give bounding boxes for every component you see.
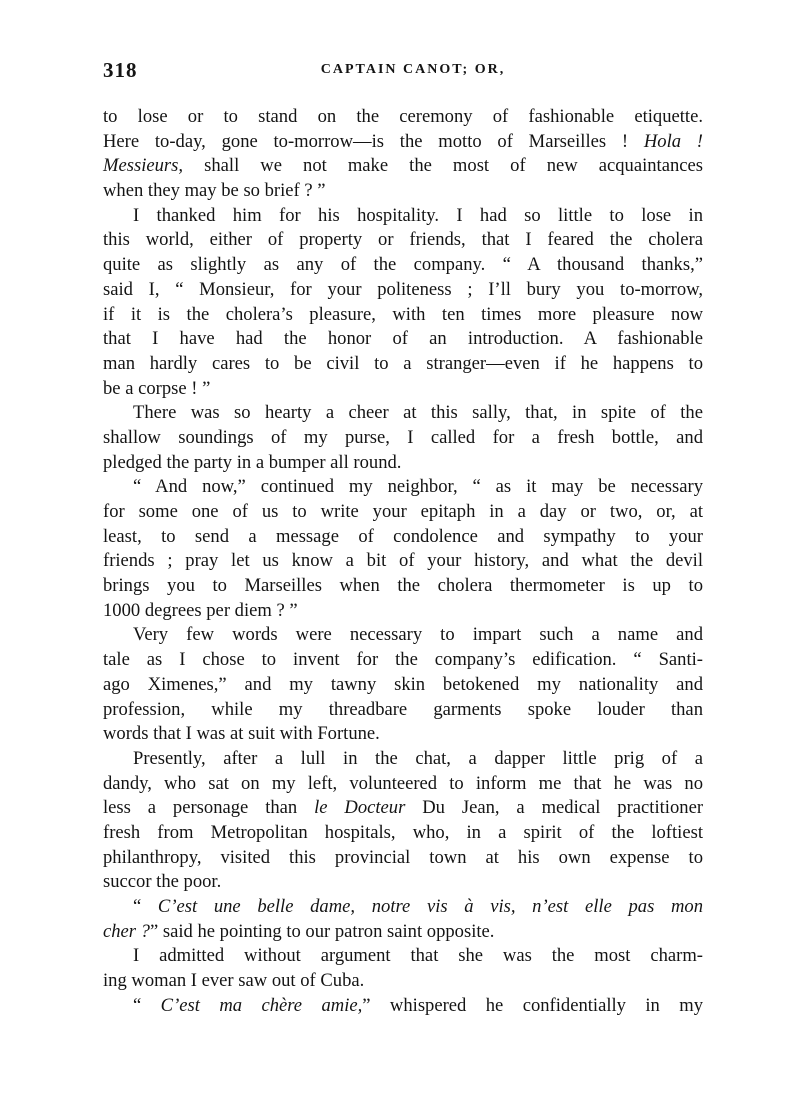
text-run: ing woman I ever saw out of Cuba. xyxy=(103,970,365,992)
text-run: ago Ximenes,” and my tawny skin betokened my nationality and xyxy=(103,673,703,695)
text-line xyxy=(103,648,703,673)
text-line xyxy=(103,451,703,476)
page-number: 318 xyxy=(103,58,138,82)
text-run: that I have had the honor of an introduction. A fashionable xyxy=(103,328,703,350)
text-run: least, to send a message of condolence and sympathy to your xyxy=(103,525,703,547)
italic-run: C’est une belle dame, notre vis à vis, n’est elle pas mon xyxy=(157,896,703,917)
text-run: fresh from Metropolitan hospitals, who, in a spirit of the loftiest xyxy=(103,821,703,843)
text-run: profession, while my threadbare garments spoke louder than xyxy=(103,698,703,720)
text-line xyxy=(103,870,703,895)
text-run: quite as slightly as any of the company. “ A thousand thanks,” xyxy=(103,254,703,276)
italic-run: C’est ma chère amie, xyxy=(160,994,363,1016)
text-line xyxy=(103,599,703,624)
text-run: I thanked him for his hospitality. I had so little to lose in xyxy=(133,204,703,226)
text-line xyxy=(103,278,703,303)
text-run: shall we not make the most of new acquaintances xyxy=(183,155,703,177)
text-line xyxy=(103,327,703,352)
text-line xyxy=(103,130,703,155)
text-line xyxy=(103,228,703,253)
text-line xyxy=(103,500,703,525)
italic-run: cher ? xyxy=(103,920,150,942)
text-run: brings you to Marseilles when the cholera thermometer is up to xyxy=(103,575,703,597)
text-line xyxy=(103,796,703,821)
text-run: be a corpse ! ” xyxy=(103,377,211,399)
text-line xyxy=(103,253,703,278)
italic-run: Hola ! xyxy=(643,130,703,152)
text-run: 1000 degrees per diem ? ” xyxy=(103,599,298,621)
text-line xyxy=(103,303,703,328)
text-line xyxy=(103,426,703,451)
text-run: philanthropy, visited this provincial town at his own expense to xyxy=(103,846,703,868)
text-run: “ And now,” continued my neighbor, “ as it may be necessary xyxy=(133,476,703,498)
running-head: CAPTAIN CANOT; OR, xyxy=(320,62,506,77)
text-line xyxy=(103,401,703,426)
text-line xyxy=(103,846,703,871)
text-run: when they may be so brief ? ” xyxy=(103,180,326,202)
text-run: to lose or to stand on the ceremony of fashionable etiquette. xyxy=(103,106,703,127)
text-run: for some one of us to write your epitaph in a day or two, or, at xyxy=(103,501,703,522)
text-line xyxy=(103,623,703,648)
text-line xyxy=(103,204,703,229)
text-run: There was so hearty a cheer at this sally, that, in spite of the xyxy=(133,402,703,424)
text-line xyxy=(103,574,703,599)
text-run: Presently, after a lull in the chat, a dapper little prig of a xyxy=(133,747,703,769)
text-line xyxy=(103,920,703,945)
text-line xyxy=(103,179,703,204)
text-run: Here to-day, gone to-morrow—is the motto of Marseilles ! xyxy=(103,130,644,152)
text-line xyxy=(103,154,703,179)
italic-run: Messieurs, xyxy=(103,155,184,177)
text-run: ” said he pointing to our patron saint opposite. xyxy=(149,920,495,942)
text-line xyxy=(103,895,703,920)
text-line xyxy=(103,944,703,969)
text-run: pledged the party in a bumper all round. xyxy=(103,451,402,473)
text-run: said I, “ Monsieur, for your politeness ; I’ll bury you to-morrow, xyxy=(103,278,703,300)
text-line xyxy=(103,549,703,574)
text-run: this world, either of property or friends, that I feared the cholera xyxy=(103,229,703,251)
text-run: less a personage than xyxy=(103,797,315,819)
text-line xyxy=(103,821,703,846)
body-text xyxy=(103,105,703,1018)
text-line xyxy=(103,722,703,747)
page-header xyxy=(103,58,703,88)
text-run: “ xyxy=(133,994,161,1016)
text-run: shallow soundings of my purse, I called for a fresh bottle, and xyxy=(103,426,703,448)
text-line xyxy=(103,352,703,377)
text-line xyxy=(103,969,703,994)
text-run: if it is the cholera’s pleasure, with ten times more pleasure now xyxy=(103,303,703,325)
italic-run: le Docteur xyxy=(314,797,406,819)
text-run: ” whispered he confidentially in my xyxy=(362,994,704,1016)
text-run: Very few words were necessary to impart such a name and xyxy=(133,624,703,646)
text-line xyxy=(103,525,703,550)
text-run: “ xyxy=(133,896,158,917)
text-line xyxy=(103,747,703,772)
text-line xyxy=(103,772,703,797)
text-run: tale as I chose to invent for the company’s edification. “ Santi- xyxy=(103,649,703,671)
text-run: man hardly cares to be civil to a stranger—even if he happens to xyxy=(103,352,703,374)
text-line xyxy=(103,673,703,698)
text-run: I admitted without argument that she was the most charm- xyxy=(133,945,703,967)
text-line xyxy=(103,377,703,402)
text-run: dandy, who sat on my left, volunteered to inform me that he was no xyxy=(103,772,703,794)
text-run: succor the poor. xyxy=(103,871,222,893)
text-line xyxy=(103,698,703,723)
text-line xyxy=(103,994,703,1019)
text-line xyxy=(103,475,703,500)
text-line xyxy=(103,105,703,130)
text-run: words that I was at suit with Fortune. xyxy=(103,723,380,745)
text-run: Du Jean, a medical practitioner xyxy=(405,797,704,819)
text-run: friends ; pray let us know a bit of your history, and what the devil xyxy=(103,550,703,572)
